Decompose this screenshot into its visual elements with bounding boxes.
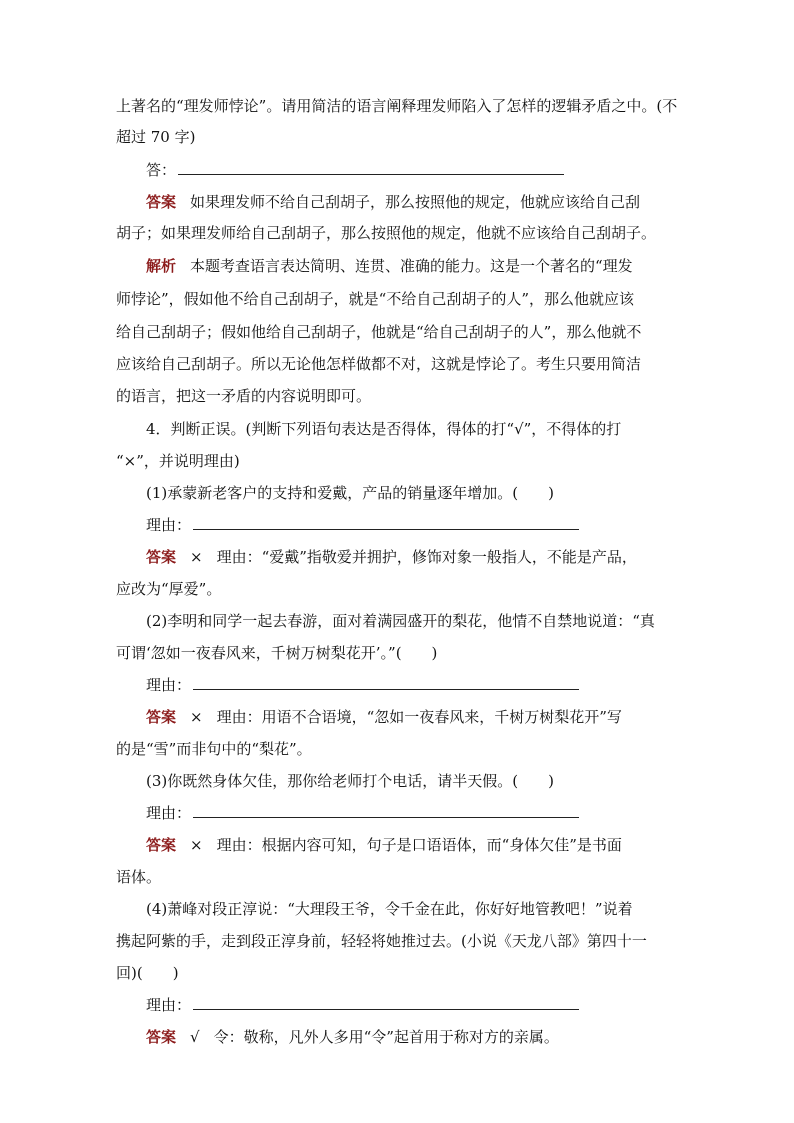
answer-line [146,192,640,212]
item-3-answer [146,835,622,855]
item-3-question: (3)你既然身体欠佳，那你给老师打个电话，请半天假。( ) [146,772,554,790]
answer-tag: 答案 [146,836,177,854]
reason-field-row [146,995,579,1015]
reason-field-row [146,803,579,823]
item-2-answer [146,707,622,727]
item-2-question: 可谓‘忽如一夜春风来，千树万树梨花开’。”( ) [116,644,438,662]
answer-prompt: 答： [146,161,177,179]
question-4-text-line: 4．判断正误。(判断下列语句表达是否得体，得体的打“√”，不得体的打 [146,420,622,438]
answer-text: 理由：用语不合语境，“忽如一夜春风来，千树万树梨花开”写 [216,708,622,726]
answer-mark: √ [190,1028,200,1046]
analysis-text: 给自己刮胡子；假如他给自己刮胡子，他就是“给自己刮胡子的人”，那么他就不 [116,323,642,341]
reason-blank-line [193,515,579,530]
analysis-text: 应该给自己刮胡子。所以无论他怎样做都不对，这就是悖论了。考生只要用简洁 [116,355,642,373]
question-4-text-line: “×”，并说明理由) [116,452,240,470]
reason-blank-line [193,675,579,690]
item-4-question: (4)萧峰对段正淳说：“大理段王爷，令千金在此，你好好地管教吧！”说着 [146,900,633,918]
answer-blank-line [178,160,564,175]
reason-field-row [146,675,579,695]
item-4-question: 携起阿紫的手，走到段正淳身前，轻轻将她推过去。(小说《天龙八部》第四十一 [116,932,647,950]
answer-tag: 答案 [146,548,177,566]
answer-mark: × [190,548,203,566]
reason-label: 理由： [146,996,192,1014]
answer-tag: 答案 [146,1028,177,1046]
answer-text: 应改为“厚爱”。 [116,580,222,598]
item-1-answer [146,547,637,567]
analysis-tag: 解析 [146,257,177,275]
analysis-line [146,256,633,276]
question-3-text-line: 超过 70 字) [116,128,196,146]
analysis-text: 师悖论”，假如他不给自己刮胡子，就是“不给自己刮胡子的人”，那么他就应该 [116,290,635,308]
answer-field-row [146,160,564,180]
answer-text: 令：敬称，凡外人多用“令”起首用于称对方的亲属。 [213,1028,559,1046]
answer-text: 理由：“爱戴”指敬爱并拥护，修饰对象一般指人，不能是产品， [216,548,637,566]
answer-text: 胡子；如果理发师给自己刮胡子，那么按照他的规定，他就不应该给自己刮胡子。 [116,224,657,242]
item-1-question: (1)承蒙新老客户的支持和爱戴，产品的销量逐年增加。( ) [146,484,554,502]
item-4-answer [146,1027,559,1047]
answer-tag: 答案 [146,708,177,726]
answer-mark: × [190,836,203,854]
reason-label: 理由： [146,804,192,822]
answer-text: 理由：根据内容可知，句子是口语语体，而“身体欠佳”是书面 [216,836,622,854]
item-2-question: (2)李明和同学一起去春游，面对着满园盛开的梨花，他情不自禁地说道：“真 [146,612,655,630]
reason-label: 理由： [146,516,192,534]
reason-blank-line [193,995,579,1010]
reason-blank-line [193,803,579,818]
answer-mark: × [190,708,203,726]
reason-field-row [146,515,579,535]
answer-text: 的是“雪”而非句中的“梨花”。 [116,740,312,758]
answer-text: 如果理发师不给自己刮胡子，那么按照他的规定，他就应该给自己刮 [190,193,641,211]
question-3-text-line: 上著名的“理发师悖论”。请用简洁的语言阐释理发师陷入了怎样的逻辑矛盾之中。(不 [116,97,678,115]
analysis-text: 的语言，把这一矛盾的内容说明即可。 [116,387,372,405]
reason-label: 理由： [146,676,192,694]
answer-tag: 答案 [146,193,177,211]
item-4-question: 回)( ) [116,964,179,982]
analysis-text: 本题考查语言表达简明、连贯、准确的能力。这是一个著名的“理发 [190,257,633,275]
answer-text: 语体。 [116,868,162,886]
